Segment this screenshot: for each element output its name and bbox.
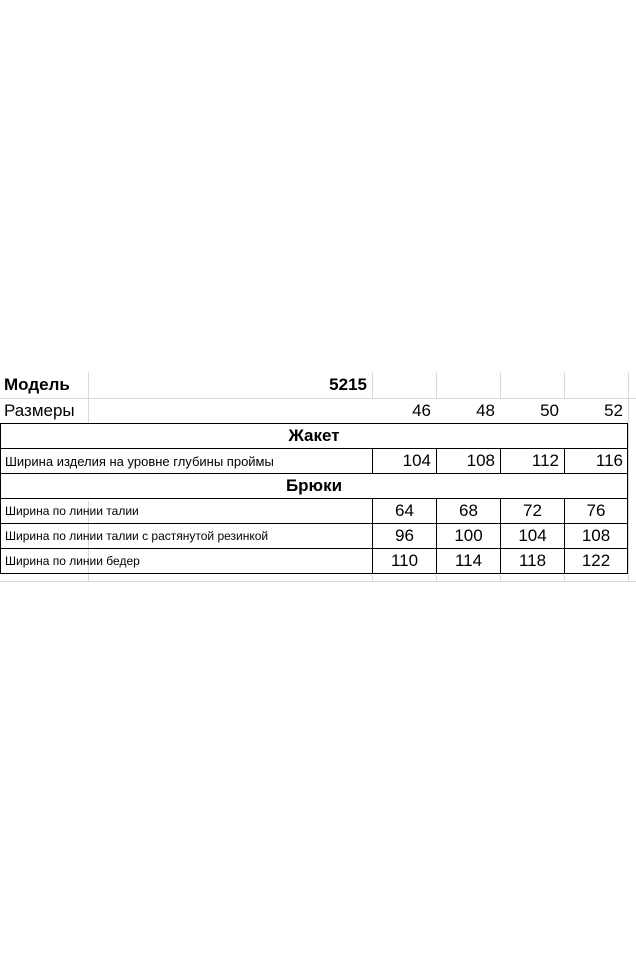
size-chart-sheet [0, 372, 636, 582]
size-value: 48 [476, 401, 495, 420]
trousers-value: 110 [390, 551, 419, 570]
trousers-value: 118 [518, 551, 547, 570]
size-value: 52 [604, 401, 623, 420]
jacket-value: 108 [466, 451, 495, 470]
sizes-label: Размеры [4, 401, 75, 420]
trousers-value: 96 [395, 526, 414, 545]
trousers-value: 64 [395, 501, 414, 520]
trousers-row-label: Ширина по линии талии [5, 504, 139, 518]
trousers-value: 76 [586, 501, 606, 520]
trousers-value: 108 [581, 526, 611, 545]
trousers-value: 114 [454, 551, 483, 570]
trousers-value: 72 [523, 501, 542, 520]
trousers-section-title: Брюки [285, 476, 343, 495]
trousers-value: 100 [454, 526, 483, 545]
jacket-row-label: Ширина изделия на уровне глубины проймы [5, 453, 274, 469]
size-value: 50 [540, 401, 559, 420]
jacket-value: 104 [402, 451, 431, 470]
trousers-value: 68 [459, 501, 478, 520]
model-label: Модель [4, 375, 70, 394]
trousers-value: 104 [518, 526, 547, 545]
model-number: 5215 [329, 375, 367, 394]
trousers-row-label: Ширина по линии бедер [5, 554, 140, 568]
jacket-value: 112 [531, 451, 559, 470]
jacket-section-title: Жакет [288, 426, 340, 445]
trousers-row-label: Ширина по линии талии с растянутой резинкой [5, 529, 269, 543]
jacket-value: 116 [595, 451, 623, 470]
trousers-value: 122 [581, 551, 611, 570]
size-value: 46 [412, 401, 431, 420]
